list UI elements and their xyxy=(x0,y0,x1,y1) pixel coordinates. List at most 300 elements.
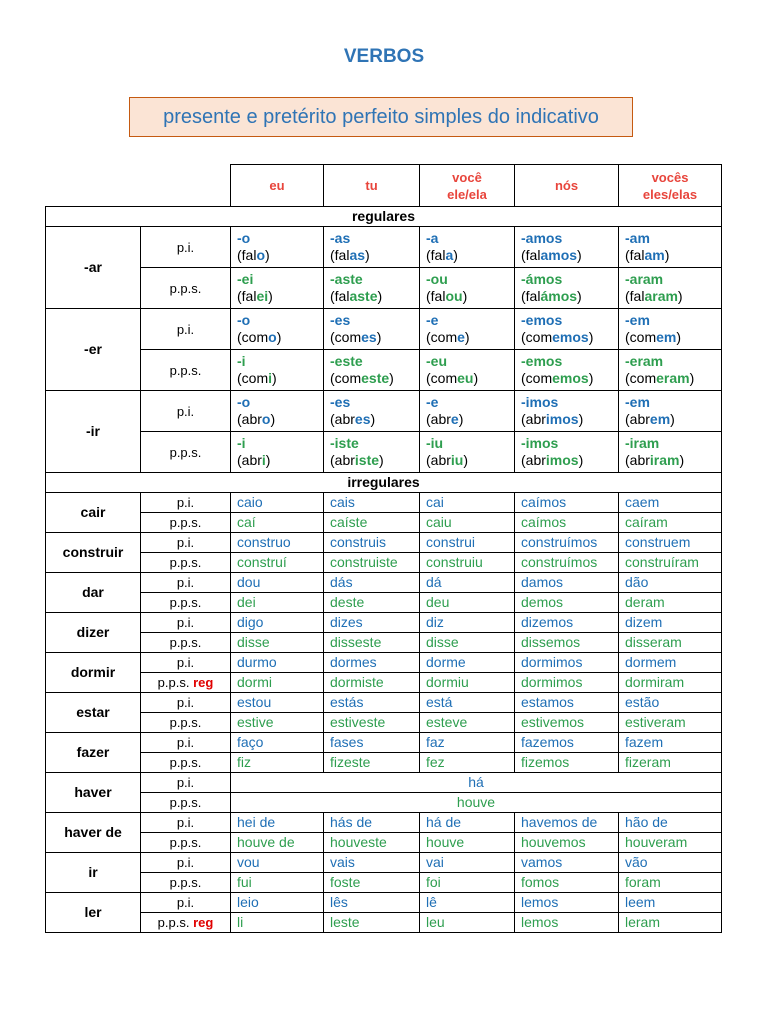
verb-form: leu xyxy=(426,914,445,930)
form-cell-tu xyxy=(324,693,420,713)
tense-cell-pps xyxy=(141,833,231,853)
form-cell-voces xyxy=(619,573,722,593)
form-cell-eu xyxy=(231,593,324,613)
tense-label-pi: p.i. xyxy=(176,815,195,830)
form-cell-nos xyxy=(515,753,619,773)
verb-form: havemos de xyxy=(521,814,598,830)
form-cell-eu xyxy=(231,553,324,573)
verb-form: caí xyxy=(237,514,256,530)
tense-cell-pi xyxy=(141,813,231,833)
ending-cell-tu xyxy=(324,391,420,432)
verb-form: dormimos xyxy=(521,674,583,690)
merged-form: houve xyxy=(456,794,496,810)
example-ending: emos xyxy=(552,329,589,345)
irregular-row-pps xyxy=(46,673,722,693)
irregular-row-pps xyxy=(46,513,722,533)
tense-cell-pps xyxy=(141,350,231,391)
example-close: ) xyxy=(578,411,584,427)
ending-cell-voces xyxy=(619,227,722,268)
form-cell-tu xyxy=(324,613,420,633)
example-ending: eu xyxy=(457,370,474,386)
ending: -ámos xyxy=(521,271,563,287)
example-stem: (fal xyxy=(426,247,446,263)
ending: -e xyxy=(426,312,439,328)
ending: -ei xyxy=(237,271,254,287)
example-stem: (fal xyxy=(426,288,446,304)
tense-label-pps: p.p.s. xyxy=(157,915,190,930)
verb-form: estamos xyxy=(521,694,574,710)
form-cell-nos xyxy=(515,853,619,873)
tense-label-pi: p.i. xyxy=(176,403,195,419)
verb-form: disse xyxy=(426,634,459,650)
header-voces-label: vocês xyxy=(651,169,689,185)
ending: -imos xyxy=(521,435,559,451)
form-cell-tu xyxy=(324,513,420,533)
example-stem: (fal xyxy=(237,288,257,304)
section-regulares xyxy=(46,207,722,227)
verb-cell xyxy=(46,773,141,813)
form-cell-eu xyxy=(231,913,324,933)
ending: -ou xyxy=(426,271,448,287)
tense-label-pps: p.p.s. xyxy=(169,555,202,570)
ending-cell-tu xyxy=(324,309,420,350)
ending-cell-eu xyxy=(231,350,324,391)
verb-form: dormiste xyxy=(330,674,384,690)
verb-form: caímos xyxy=(521,514,567,530)
example-close: ) xyxy=(462,288,468,304)
example-close: ) xyxy=(670,411,675,427)
form-cell-nos xyxy=(515,633,619,653)
verb-label: dormir xyxy=(70,664,116,680)
verb-label: -er xyxy=(84,341,102,357)
form-cell-voces xyxy=(619,533,722,553)
form-cell-nos xyxy=(515,533,619,553)
ending: -o xyxy=(237,312,251,328)
verb-form: lemos xyxy=(521,914,559,930)
example-close: ) xyxy=(268,288,273,304)
ending-cell-voces xyxy=(619,391,722,432)
ending-cell-nos xyxy=(515,268,619,309)
verb-form: caímos xyxy=(521,494,567,510)
form-cell-nos xyxy=(515,733,619,753)
ending: -aste xyxy=(330,271,363,287)
form-cell-voces xyxy=(619,813,722,833)
example-ending: imos xyxy=(545,411,579,427)
form-cell-voce xyxy=(420,873,515,893)
ending-cell-voces xyxy=(619,432,722,473)
example-ending: imos xyxy=(545,452,579,468)
example-ending: iste xyxy=(354,452,380,468)
verb-form: dormes xyxy=(330,654,377,670)
ending: -e xyxy=(426,394,439,410)
form-cell-voces xyxy=(619,853,722,873)
form-cell-voce xyxy=(420,493,515,513)
example-stem: (abr xyxy=(521,452,546,468)
verb-form: hei de xyxy=(237,814,276,830)
ending-cell-voce xyxy=(420,309,515,350)
form-cell-voces xyxy=(619,893,722,913)
form-cell-eu xyxy=(231,613,324,633)
verb-form: li xyxy=(237,914,244,930)
ending: -emos xyxy=(521,312,563,328)
example-stem: (com xyxy=(237,370,269,386)
example-close: ) xyxy=(679,452,685,468)
ending-cell-voce xyxy=(420,350,515,391)
header-voces xyxy=(619,165,722,207)
form-cell-voces xyxy=(619,733,722,753)
irregular-row-pi xyxy=(46,653,722,673)
verb-form: dizemos xyxy=(521,614,574,630)
tense-cell-pi xyxy=(141,227,231,268)
verb-cell-ir xyxy=(46,391,141,473)
tense-label-pi: p.i. xyxy=(176,855,195,870)
verb-form: estiveste xyxy=(330,714,386,730)
verb-form: fases xyxy=(330,734,364,750)
form-cell-voces xyxy=(619,693,722,713)
verb-form: disse xyxy=(237,634,270,650)
verb-form: caíste xyxy=(330,514,368,530)
verb-form: dou xyxy=(237,574,261,590)
example-stem: (fal xyxy=(237,247,257,263)
section-label-irregulares: irregulares xyxy=(347,474,420,490)
header-ele-ela-label: ele/ela xyxy=(447,186,487,202)
irregular-row-pps xyxy=(46,793,722,813)
form-cell-eu xyxy=(231,633,324,653)
form-cell-nos xyxy=(515,693,619,713)
tense-label-pi: p.i. xyxy=(176,321,195,337)
verb-form: cais xyxy=(330,494,355,510)
irregular-row-pi xyxy=(46,773,722,793)
form-cell-nos xyxy=(515,513,619,533)
verb-form: caíram xyxy=(625,514,668,530)
form-cell-voce xyxy=(420,733,515,753)
example-close: ) xyxy=(676,329,682,345)
form-cell-nos xyxy=(515,913,619,933)
ending: -o xyxy=(237,230,251,246)
example-close: ) xyxy=(453,247,458,263)
ending-cell-voce xyxy=(420,432,515,473)
form-cell-eu xyxy=(231,753,324,773)
verb-form: dormi xyxy=(237,674,273,690)
verb-form: dormiram xyxy=(625,674,685,690)
example-ending: iu xyxy=(450,452,464,468)
example-close: ) xyxy=(365,247,370,263)
ending-cell-eu xyxy=(231,268,324,309)
header-eu xyxy=(231,165,324,207)
verb-form: construiste xyxy=(330,554,398,570)
example-close: ) xyxy=(270,411,276,427)
regular-marker: reg xyxy=(193,915,214,930)
verb-form: faz xyxy=(426,734,445,750)
ending-cell-voces xyxy=(619,268,722,309)
tense-label-pi: p.i. xyxy=(176,655,195,670)
example-stem: (abr xyxy=(625,411,650,427)
verb-form: construiu xyxy=(426,554,483,570)
ending-cell-nos xyxy=(515,350,619,391)
ending-cell-tu xyxy=(324,227,420,268)
example-close: ) xyxy=(265,452,271,468)
example-ending: ámos xyxy=(540,288,578,304)
form-cell-voce xyxy=(420,613,515,633)
irregular-row-pps xyxy=(46,713,722,733)
form-cell-eu xyxy=(231,533,324,553)
tense-label-pi: p.i. xyxy=(176,495,195,510)
example-close: ) xyxy=(377,288,383,304)
form-cell-voces xyxy=(619,593,722,613)
ending: -imos xyxy=(521,394,559,410)
ending-cell-eu xyxy=(231,309,324,350)
header-nos xyxy=(515,165,619,207)
irregular-row-pi xyxy=(46,733,722,753)
example-close: ) xyxy=(588,370,594,386)
example-close: ) xyxy=(464,329,470,345)
example-ending: i xyxy=(261,452,266,468)
example-close: ) xyxy=(458,411,464,427)
verb-cell xyxy=(46,813,141,853)
verb-form: foram xyxy=(625,874,661,890)
form-cell-voces xyxy=(619,493,722,513)
ending-cell-voces xyxy=(619,350,722,391)
form-cell-voce xyxy=(420,513,515,533)
verb-form: digo xyxy=(237,614,264,630)
ending-cell-tu xyxy=(324,350,420,391)
irregular-row-pps xyxy=(46,873,722,893)
tense-cell-pps xyxy=(141,593,231,613)
verb-form: lês xyxy=(330,894,348,910)
section-label-regulares: regulares xyxy=(351,208,416,224)
form-cell-eu xyxy=(231,873,324,893)
verb-form: dormem xyxy=(625,654,677,670)
header-eu-label: eu xyxy=(269,178,285,193)
irregular-row-pi xyxy=(46,613,722,633)
header-blank xyxy=(46,165,231,207)
verb-form: houveste xyxy=(330,834,387,850)
form-cell-tu xyxy=(324,733,420,753)
form-cell-nos xyxy=(515,813,619,833)
example-close: ) xyxy=(577,247,582,263)
tense-cell-pi xyxy=(141,773,231,793)
tense-cell-pps xyxy=(141,873,231,893)
tense-cell-pi xyxy=(141,493,231,513)
tense-cell-pi xyxy=(141,309,231,350)
verb-form: deram xyxy=(625,594,665,610)
example-stem: (abr xyxy=(426,452,451,468)
merged-form-cell xyxy=(231,773,722,793)
verb-cell xyxy=(46,493,141,533)
verb-form: fui xyxy=(237,874,252,890)
verb-form: dizes xyxy=(330,614,363,630)
verb-form: dão xyxy=(625,574,649,590)
verb-label: ler xyxy=(84,904,102,920)
ending: -a xyxy=(426,230,439,246)
verb-form: estive xyxy=(237,714,274,730)
example-ending: es xyxy=(361,329,377,345)
verb-cell xyxy=(46,573,141,613)
example-ending: am xyxy=(644,247,665,263)
tense-label-pi: p.i. xyxy=(176,895,195,910)
ending: -iu xyxy=(426,435,444,451)
form-cell-voce xyxy=(420,533,515,553)
form-cell-tu xyxy=(324,553,420,573)
example-stem: (com xyxy=(625,370,657,386)
example-ending: ei xyxy=(256,288,269,304)
example-stem: (abr xyxy=(237,452,262,468)
header-tu-label: tu xyxy=(365,178,378,193)
verb-form: fiz xyxy=(237,754,251,770)
form-cell-voces xyxy=(619,633,722,653)
example-stem: (com xyxy=(426,370,458,386)
form-cell-eu xyxy=(231,513,324,533)
ending: -iste xyxy=(330,435,359,451)
verb-label: dar xyxy=(82,584,104,600)
verb-form: construis xyxy=(330,534,387,550)
verb-form: dormiu xyxy=(426,674,469,690)
example-close: ) xyxy=(265,247,270,263)
tense-cell-pi xyxy=(141,613,231,633)
form-cell-voce xyxy=(420,573,515,593)
example-ending: a xyxy=(445,247,454,263)
irregular-row-pi xyxy=(46,893,722,913)
verb-cell xyxy=(46,613,141,653)
verb-cell-ar xyxy=(46,227,141,309)
verb-label: fazer xyxy=(76,744,110,760)
form-cell-nos xyxy=(515,573,619,593)
form-cell-tu xyxy=(324,853,420,873)
example-close: ) xyxy=(370,411,376,427)
example-ending: amos xyxy=(540,247,578,263)
verb-form: demos xyxy=(521,594,564,610)
form-cell-eu xyxy=(231,653,324,673)
tense-cell-pps xyxy=(141,513,231,533)
regular-marker: reg xyxy=(193,675,214,690)
verb-form: construo xyxy=(237,534,291,550)
example-stem: (com xyxy=(521,370,553,386)
ending: -em xyxy=(625,312,650,328)
tense-cell-pi xyxy=(141,573,231,593)
ending: -amos xyxy=(521,230,563,246)
example-ending: es xyxy=(354,411,371,427)
verb-form: fomos xyxy=(521,874,560,890)
form-cell-nos xyxy=(515,833,619,853)
example-stem: (fal xyxy=(521,247,541,263)
verb-label: -ar xyxy=(84,259,102,275)
form-cell-tu xyxy=(324,833,420,853)
example-ending: o xyxy=(261,411,271,427)
example-close: ) xyxy=(379,452,384,468)
verb-form: houve xyxy=(426,834,465,850)
verb-label: dizer xyxy=(76,624,110,640)
irregular-row-pps xyxy=(46,593,722,613)
form-cell-voce xyxy=(420,813,515,833)
ending: -aram xyxy=(625,271,664,287)
form-cell-voce xyxy=(420,653,515,673)
tense-cell-pi xyxy=(141,853,231,873)
example-stem: (fal xyxy=(330,247,350,263)
verb-form: cai xyxy=(426,494,444,510)
header-row xyxy=(46,165,722,207)
form-cell-tu xyxy=(324,573,420,593)
form-cell-tu xyxy=(324,593,420,613)
tense-label-pps: p.p.s. xyxy=(169,795,202,810)
example-close: ) xyxy=(588,329,594,345)
section-irregulares xyxy=(46,473,722,493)
form-cell-eu xyxy=(231,713,324,733)
verb-form: deu xyxy=(426,594,450,610)
verb-form: dás xyxy=(330,574,353,590)
tense-label-pps: p.p.s. xyxy=(169,595,202,610)
verb-label: ir xyxy=(88,864,98,880)
example-stem: (com xyxy=(330,370,362,386)
form-cell-nos xyxy=(515,553,619,573)
ending: -as xyxy=(330,230,351,246)
form-cell-nos xyxy=(515,493,619,513)
form-cell-tu xyxy=(324,533,420,553)
irregular-row-pi xyxy=(46,693,722,713)
form-cell-voces xyxy=(619,653,722,673)
verb-form: fizeram xyxy=(625,754,671,770)
form-cell-eu xyxy=(231,493,324,513)
tense-label-pps: p.p.s. xyxy=(169,715,202,730)
ending-cell-eu xyxy=(231,432,324,473)
form-cell-voce xyxy=(420,633,515,653)
ending-cell-nos xyxy=(515,309,619,350)
form-cell-voces xyxy=(619,513,722,533)
example-ending: o xyxy=(256,247,266,263)
verb-form: dissemos xyxy=(521,634,581,650)
example-ending: eram xyxy=(656,370,690,386)
verb-form: dizem xyxy=(625,614,663,630)
form-cell-voces xyxy=(619,913,722,933)
verb-form: hás de xyxy=(330,814,373,830)
verb-form: houvemos xyxy=(521,834,586,850)
verb-label: -ir xyxy=(86,423,100,439)
example-ending: o xyxy=(268,329,277,345)
example-stem: (abr xyxy=(237,411,262,427)
header-eles-elas-label: eles/elas xyxy=(642,186,698,202)
regular-row-ir-pps xyxy=(46,432,722,473)
form-cell-voces xyxy=(619,753,722,773)
ending-cell-tu xyxy=(324,268,420,309)
example-close: ) xyxy=(577,288,582,304)
tense-cell-pps xyxy=(141,753,231,773)
form-cell-tu xyxy=(324,873,420,893)
merged-form: há xyxy=(468,774,484,790)
ending-cell-nos xyxy=(515,391,619,432)
tense-cell-pps xyxy=(141,673,231,693)
example-ending: aste xyxy=(349,288,378,304)
irregular-row-pi xyxy=(46,813,722,833)
form-cell-nos xyxy=(515,653,619,673)
verb-form: fizemos xyxy=(521,754,570,770)
section-row-regulares xyxy=(46,207,722,227)
verb-form: leio xyxy=(237,894,259,910)
verb-form: lemos xyxy=(521,894,559,910)
ending: -eu xyxy=(426,353,447,369)
example-stem: (abr xyxy=(330,452,355,468)
tense-label-pps: p.p.s. xyxy=(169,635,202,650)
verb-form: lê xyxy=(426,894,437,910)
form-cell-eu xyxy=(231,673,324,693)
verb-form: disseste xyxy=(330,634,382,650)
example-ending: este xyxy=(361,370,390,386)
verb-form: diz xyxy=(426,614,444,630)
verb-label: estar xyxy=(76,704,110,720)
tense-label-pps: p.p.s. xyxy=(169,835,202,850)
verb-table xyxy=(45,164,722,933)
verb-label: cair xyxy=(80,504,106,520)
regular-row-ir-pi xyxy=(46,391,722,432)
example-stem: (abr xyxy=(521,411,546,427)
